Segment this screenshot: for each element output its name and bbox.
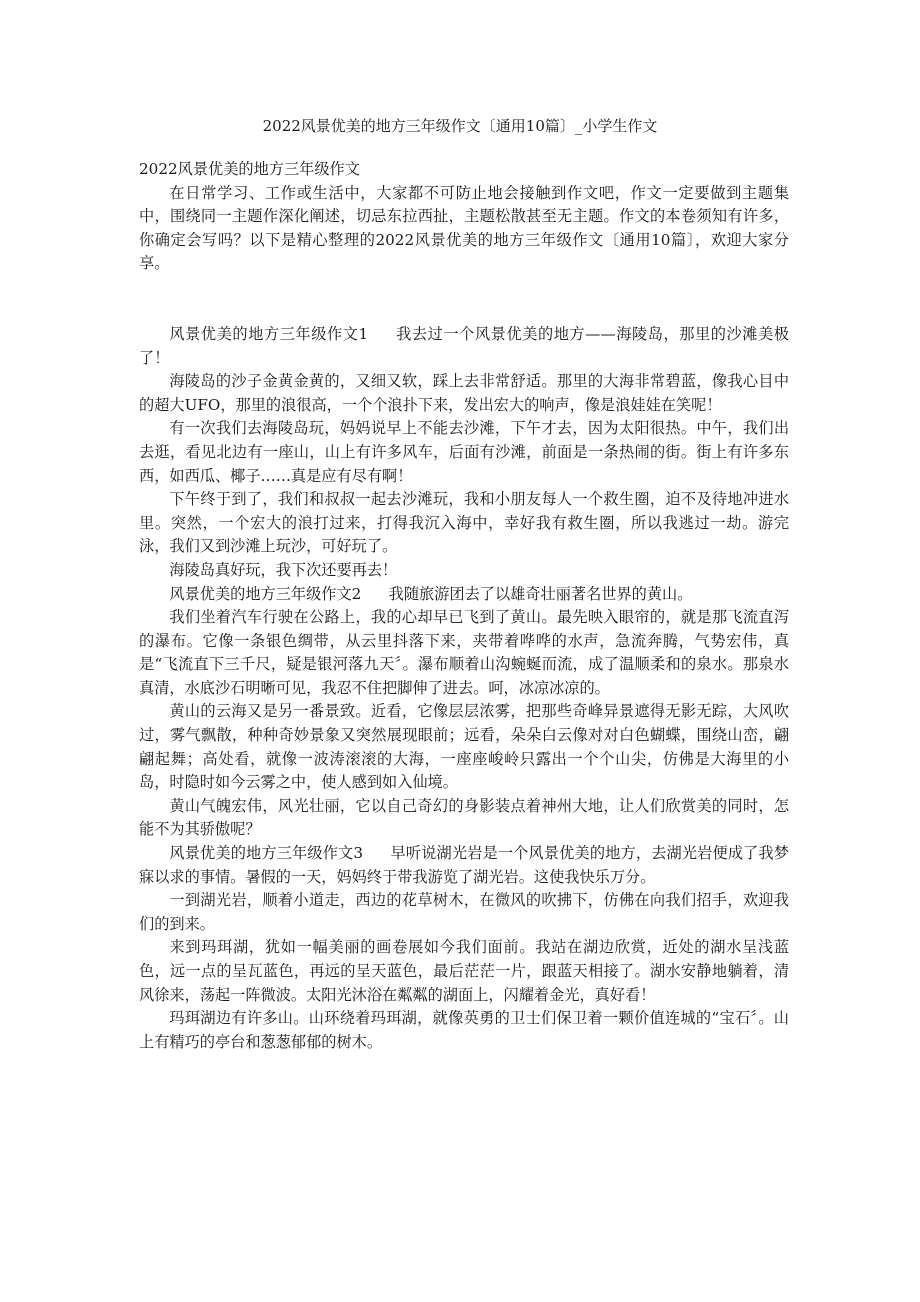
essay-2-paragraph: 黄山气魄宏伟，风光壮丽，它以自己奇幻的身影装点着神州大地，让人们欣赏美的同时，怎能不为其骄傲呢？ <box>139 796 789 839</box>
essay-3-first-text: 早听说湖光岩是一个风景优美的地方，去湖光岩便成了我梦寐以求的事情。暑假的一天，妈妈终于带我游览了湖光岩。这使我快乐万分。 <box>139 844 789 886</box>
section-spacer <box>139 276 789 323</box>
essay-1-first-paragraph <box>139 323 789 370</box>
essay-2-paragraph: 我们坐着汽车行驶在公路上，我的心却早已飞到了黄山。最先映入眼帘的，就是那飞流直泻的瀑布。它像一条银色绸带，从云里抖落下来，夹带着哗哗的水声，急流奔腾，气势宏伟，真是“飞流直下三千尺，疑是银河落九天〞。瀑布顺着山沟蜿蜒而流，成了温顺柔和的泉水。那泉水真清，水底沙石明晰可见，我忍不住把脚伸了进去。呵，冰凉冰凉的。 <box>139 608 789 697</box>
essay-3-paragraph: 玛珥湖边有许多山。山环绕着玛珥湖，就像英勇的卫士们保卫着一颗价值连城的“宝石〞。山上有精巧的亭台和葱葱郁郁的树木。 <box>139 1009 789 1051</box>
essay-1-heading: 风景优美的地方三年级作文1 <box>169 324 369 343</box>
essay-3-heading: 风景优美的地方三年级作文3 <box>169 844 364 863</box>
intro-paragraph: 在日常学习、工作或生活中，大家都不可防止地会接触到作文吧，作文一定要做到主题集中，围绕同一主题作深化阐述，切忌东拉西扯，主题松散甚至无主题。作文的本卷须知有许多，你确定会写吗？以下是精心整理的2022风景优美的地方三年级作文〔通用10篇〕，欢迎大家分享。 <box>139 183 789 273</box>
essay-3-paragraph: 来到玛珥湖，犹如一幅美丽的画卷展如今我们面前。我站在湖边欣赏，近处的湖水呈浅蓝色，远一点的呈瓦蓝色，再远的呈天蓝色，最后茫茫一片，跟蓝天相接了。湖水安静地躺着，清风徐来，荡起一阵微波。太阳光沐浴在粼粼的湖面上，闪耀着金光，真好看！ <box>139 938 789 1004</box>
essay-1-first-text: 我去过一个风景优美的地方——海陵岛，那里的沙滩美极了！ <box>139 324 789 367</box>
essay-1-paragraph: 海陵岛真好玩，我下次还要再去！ <box>169 560 398 579</box>
essay-1-paragraph: 下午终于到了，我们和叔叔一起去沙滩玩，我和小朋友每人一个救生圈，迫不及待地冲进水里。突然，一个宏大的浪打过来，打得我沉入海中，幸好我有救生圈，所以我逃过一劫。游完泳，我们又到沙滩上玩沙，可好玩了。 <box>139 490 789 556</box>
essay-2-heading: 风景优美的地方三年级作文2 <box>169 584 362 603</box>
essay-3-first-paragraph <box>139 842 789 889</box>
document-title: 2022风景优美的地方三年级作文〔通用10篇〕_小学生作文 <box>262 117 658 135</box>
essay-2-first-text: 我随旅游团去了以雄奇壮丽著名世界的黄山。 <box>388 584 693 603</box>
essay-1-paragraph: 有一次我们去海陵岛玩，妈妈说早上不能去沙滩，下午才去，因为太阳很热。中午，我们出去逛，看见北边有一座山，山上有许多风车，后面有沙滩，前面是一条热闹的街。街上有许多东西，如西瓜、椰子……真是应有尽有啊！ <box>139 419 789 485</box>
essay-2-first-paragraph <box>139 583 789 607</box>
document-body <box>139 158 789 1054</box>
essay-2-paragraph: 黄山的云海又是另一番景致。近看，它像层层浓雾，把那些奇峰异景遮得无影无踪，大风吹过，雾气飘散，种种奇妙景象又突然展现眼前；远看，朵朵白云像对对白色蝴蝶，围绕山峦，翩翩起舞；高处看，就像一波涛滚滚的大海，一座座峻岭只露出一个个山尖，仿佛是大海里的小岛，时隐时如今云雾之中，使人感到如入仙境。 <box>139 702 789 792</box>
essay-3-paragraph: 一到湖光岩，顺着小道走，西边的花草树木，在微风的吹拂下，仿佛在向我们招手，欢迎我们的到来。 <box>139 891 789 933</box>
essay-1-paragraph: 海陵岛的沙子金黄金黄的，又细又软，踩上去非常舒适。那里的大海非常碧蓝，像我心目中的超大UFO，那里的浪很高，一个个浪扑下来，发出宏大的响声，像是浪娃娃在笑呢！ <box>139 372 789 414</box>
document-subtitle: 2022风景优美的地方三年级作文 <box>139 160 360 178</box>
